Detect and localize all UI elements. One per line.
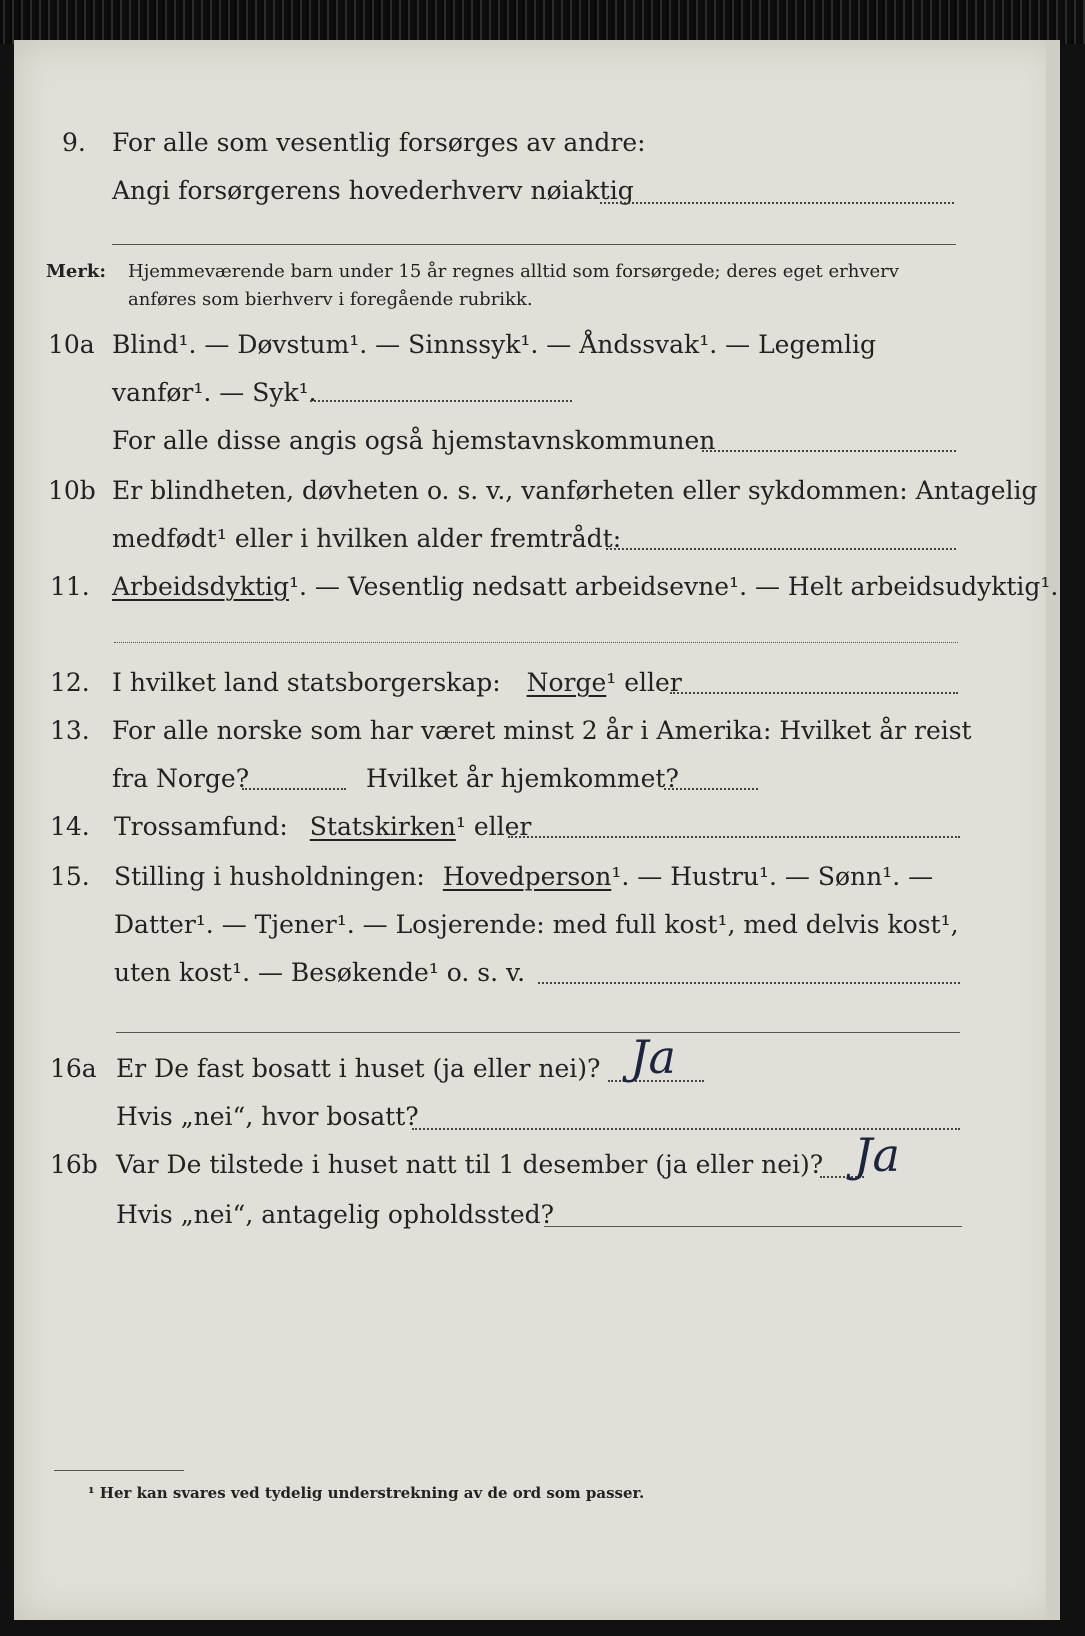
q10b-line1: Er blindheten, døvheten o. s. v., vanførheten eller sykdommen: Antagelig [112,476,1038,505]
q16b-number: 16b [50,1150,98,1179]
q10a-line2: vanfør¹. — Syk¹. [112,378,317,407]
q12-post: ¹ eller [606,668,682,697]
q11-rest: ¹. — Vesentlig nedsatt arbeidsevne¹. — Helt arbeidsudyktig¹. [288,572,1059,601]
q10b-number: 10b [48,476,96,505]
q15-line1 [114,862,933,891]
q12-selected-option[interactable]: Norge [526,668,607,697]
q16a-handwritten-answer[interactable]: Ja [630,1030,676,1084]
q15-answer-line-2[interactable] [116,1032,960,1033]
q16b-where-line[interactable] [544,1226,962,1227]
q12-pre: I hvilket land statsborgerskap: [112,668,501,697]
census-form-page [14,40,1060,1620]
q16a-line1: Er De fast bosatt i huset (ja eller nei)? [116,1054,601,1083]
q13-line2a: fra Norge? [112,764,250,793]
q12-line [112,668,682,697]
q11-answer-line[interactable] [114,642,958,643]
q14-pre: Trossamfund: [114,812,288,841]
q9-line1: For alle som vesentlig forsørges av andre: [112,128,646,157]
merk-label: Merk: [46,261,106,282]
merk-line1: Hjemmeværende barn under 15 år regnes alltid som forsørgede; deres eget erhverv [128,261,899,282]
q14-line [114,812,531,841]
q9-answer-line[interactable] [600,202,954,204]
q13-line1: For alle norske som har været minst 2 år i Amerika: Hvilket år reist [112,716,972,745]
q15-post: ¹. — Hustru¹. — Sønn¹. — [611,862,934,891]
q9-number: 9. [62,128,86,157]
q15-pre: Stilling i husholdningen: [114,862,425,891]
q11-selected-option[interactable]: Arbeidsdyktig [112,572,289,601]
q15-line2: Datter¹. — Tjener¹. — Losjerende: med full kost¹, med delvis kost¹, [114,910,959,939]
q10a-number: 10a [48,330,95,359]
q13-number: 13. [50,716,90,745]
footnote: ¹ Her kan svares ved tydelig understrekning av de ord som passer. [88,1484,645,1502]
q14-number: 14. [50,812,90,841]
q16a-line2: Hvis „nei“, hvor bosatt? [116,1102,419,1131]
q13-return-line[interactable] [664,788,758,790]
q10b-line2: medfødt¹ eller i hvilken alder fremtrådt: [112,524,622,553]
q15-answer-line[interactable] [538,982,960,984]
q9-line2: Angi forsørgerens hovederhverv nøiaktig [112,176,634,205]
q16b-line2: Hvis „nei“, antagelig opholdssted? [116,1200,555,1229]
page-fold [1046,40,1060,1620]
q10a-home-line[interactable] [702,450,956,452]
q15-selected-option[interactable]: Hovedperson [442,862,612,891]
q9-answer-line-2[interactable] [112,244,956,245]
q13-line2b: Hvilket år hjemkommet? [366,764,679,793]
q11-number: 11. [50,572,90,601]
q16b-handwritten-answer[interactable]: Ja [854,1128,900,1182]
q14-selected-option[interactable]: Statskirken [309,812,456,841]
q15-number: 15. [50,862,90,891]
q14-post: ¹ eller [455,812,532,841]
q14-answer-line[interactable] [508,836,960,838]
q16a-number: 16a [50,1054,97,1083]
scan-edge [0,0,1085,44]
q15-line3: uten kost¹. — Besøkende¹ o. s. v. [114,958,526,987]
q10b-answer-line[interactable] [606,548,956,550]
footnote-separator [54,1470,184,1471]
q16b-line1: Var De tilstede i huset natt til 1 desember (ja eller nei)? [116,1150,824,1179]
q12-answer-line[interactable] [670,692,958,694]
q12-number: 12. [50,668,90,697]
q10a-answer-line[interactable] [310,400,572,402]
q10a-line1: Blind¹. — Døvstum¹. — Sinnssyk¹. — Åndssvak¹. — Legemlig [112,330,876,359]
q13-departure-line[interactable] [242,788,346,790]
q10a-line3: For alle disse angis også hjemstavnskommunen [112,426,716,455]
merk-line2: anføres som bierhverv i foregående rubrikk. [128,289,533,310]
q11-line [112,572,1058,601]
